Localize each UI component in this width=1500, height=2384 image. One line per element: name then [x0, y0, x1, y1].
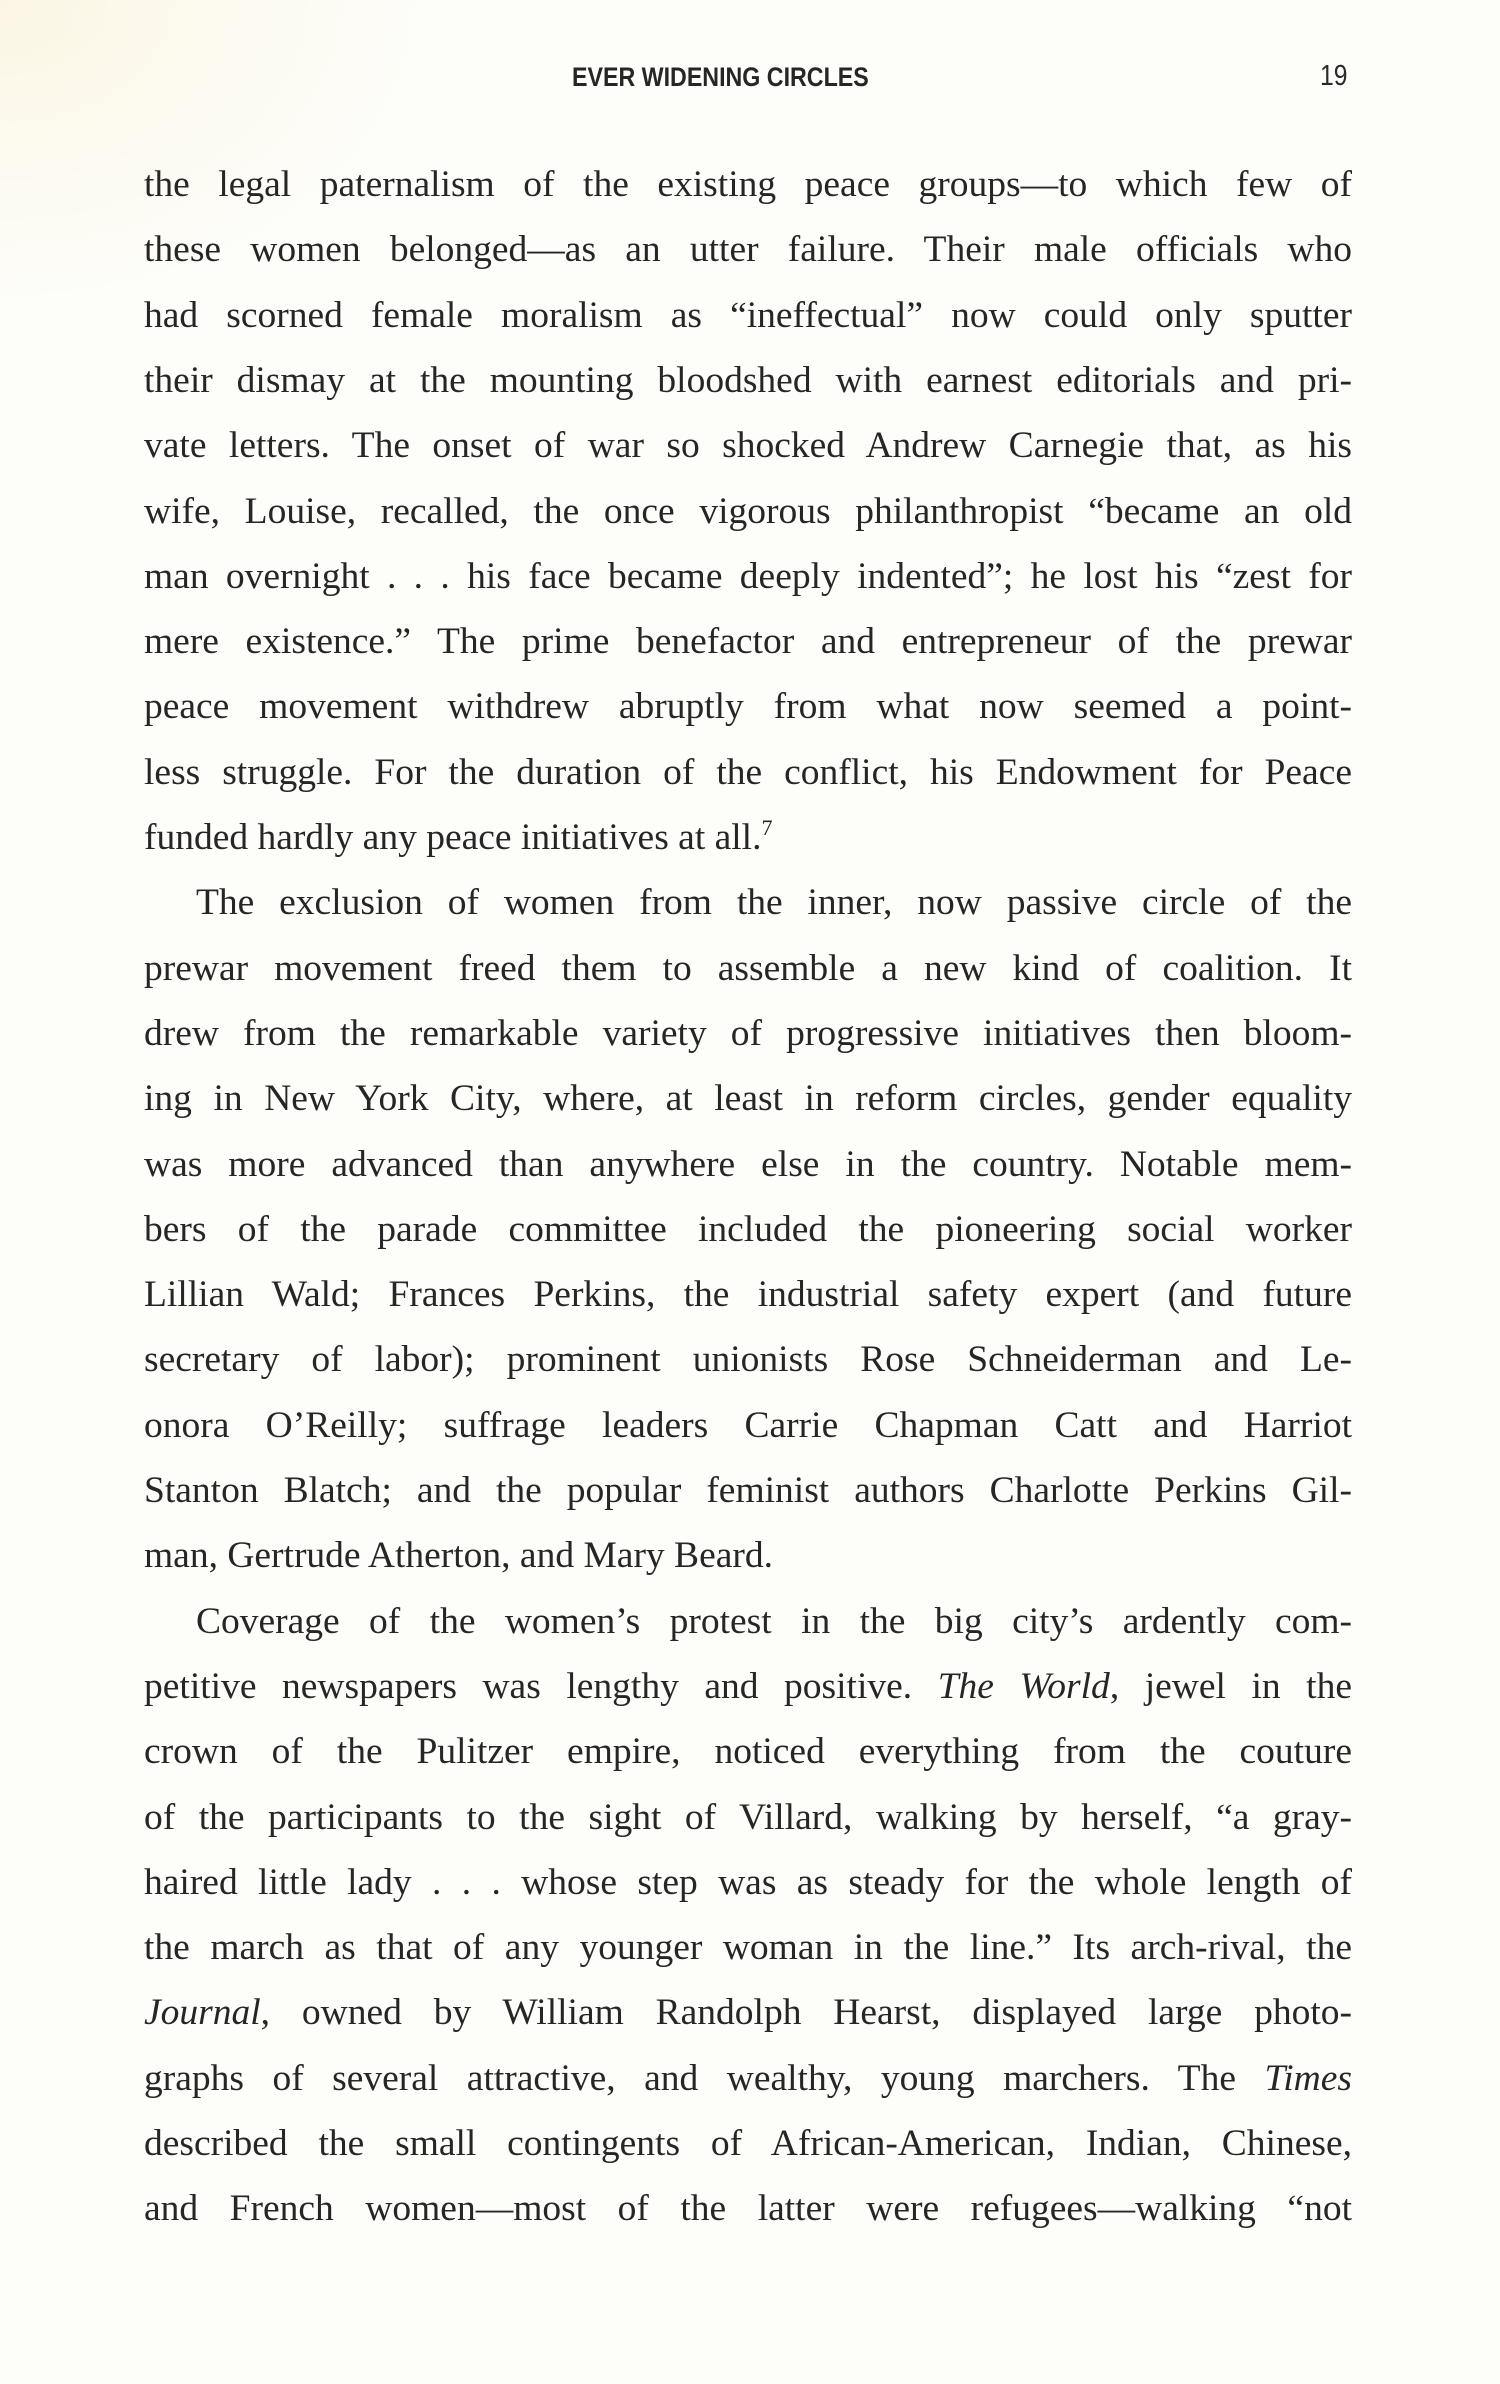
text-line: [144, 2184, 1352, 2234]
text-run: petitive newspapers was lengthy and positive.: [144, 1665, 938, 1707]
text-run: Stanton Blatch; and the popular feminist authors Charlotte Perkins Gil-: [144, 1470, 1352, 1511]
italic-title: Journal: [144, 1992, 261, 2034]
text-run: haired little lady . . . whose step was as steady for the whole length of: [144, 1861, 1352, 1903]
text-run: ing in New York City, where, at least in reform circles, gender equality: [144, 1078, 1352, 1120]
text-line: [144, 1335, 1352, 1385]
text-line: [144, 291, 1352, 341]
text-run: crown of the Pulitzer empire, noticed everything from the couture: [144, 1731, 1352, 1773]
text-run: , jewel in the: [1109, 1665, 1352, 1707]
text-run: and French women—most of the latter were refugees—walking “not: [144, 2188, 1352, 2230]
running-head: EVER WIDENING CIRCLES: [572, 62, 869, 92]
text-line: [144, 944, 1352, 994]
text-line: [144, 617, 1352, 667]
text-line: [144, 1727, 1352, 1777]
text-line: [144, 1793, 1352, 1843]
italic-title: The World: [937, 1665, 1110, 1707]
text-run: Coverage of the women’s protest in the big city’s ardently com-: [196, 1600, 1352, 1642]
footnote-marker: 7: [761, 815, 773, 840]
text-line: [144, 487, 1352, 537]
text-run: of the participants to the sight of Villard, walking by herself, “a gray-: [144, 1796, 1352, 1838]
page-number: 19: [1320, 60, 1348, 92]
text-run: described the small contingents of African-American, Indian, Chinese,: [144, 2123, 1352, 2164]
text-run: , owned by William Randolph Hearst, displayed large photo-: [260, 1992, 1352, 2034]
text-line: [144, 421, 1352, 471]
text-line: [144, 356, 1352, 406]
text-run: the legal paternalism of the existing peace groups—to which few of: [144, 164, 1352, 205]
text-line: [144, 1923, 1352, 1973]
text-run: had scorned female moralism as “ineffectual” now could only sputter: [144, 294, 1352, 336]
text-run: The exclusion of women from the inner, now passive circle of the: [196, 882, 1352, 924]
text-run: peace movement withdrew abruptly from what now seemed a point-: [144, 686, 1352, 728]
text-line: [144, 2054, 1352, 2104]
text-line: [144, 813, 1352, 863]
text-line: [144, 160, 1352, 210]
text-line: [144, 1858, 1352, 1908]
text-run: was more advanced than anywhere else in the country. Notable mem-: [144, 1143, 1352, 1185]
text-run: funded hardly any peace initiatives at all.: [144, 817, 762, 858]
text-line: [144, 682, 1352, 732]
text-line: [144, 1140, 1352, 1190]
text-line: [196, 1597, 1352, 1647]
text-line: [144, 1270, 1352, 1320]
text-line: [196, 878, 1352, 928]
italic-title: Times: [1264, 2057, 1352, 2099]
text-run: drew from the remarkable variety of progressive initiatives then bloom-: [144, 1012, 1352, 1054]
text-run: bers of the parade committee included the pioneering social worker: [144, 1208, 1352, 1250]
text-line: [144, 1988, 1352, 2038]
text-line: [144, 552, 1352, 602]
text-run: vate letters. The onset of war so shocked Andrew Carnegie that, as his: [144, 425, 1352, 467]
text-run: man overnight . . . his face became deeply indented”; he lost his “zest for: [144, 555, 1352, 597]
text-line: [144, 1009, 1352, 1059]
text-run: these women belonged—as an utter failure. Their male officials who: [144, 229, 1352, 271]
text-run: prewar movement freed them to assemble a new kind of coalition. It: [144, 947, 1352, 989]
text-run: onora O’Reilly; suffrage leaders Carrie Chapman Catt and Harriot: [144, 1404, 1352, 1446]
text-line: [144, 2119, 1352, 2169]
text-line: [144, 225, 1352, 275]
text-line: [144, 1074, 1352, 1124]
text-run: man, Gertrude Atherton, and Mary Beard.: [144, 1535, 773, 1577]
text-line: [144, 748, 1352, 798]
text-run: wife, Louise, recalled, the once vigorous philanthropist “became an old: [144, 490, 1352, 532]
text-run: secretary of labor); prominent unionists Rose Schneiderman and Le-: [144, 1339, 1352, 1381]
text-run: graphs of several attractive, and wealthy, young marchers. The: [144, 2057, 1265, 2099]
text-line: [144, 1466, 1352, 1516]
text-run: their dismay at the mounting bloodshed with earnest editorials and pri-: [144, 359, 1352, 401]
text-run: Lillian Wald; Frances Perkins, the industrial safety expert (and future: [144, 1274, 1352, 1316]
text-run: mere existence.” The prime benefactor and entrepreneur of the prewar: [144, 621, 1352, 663]
text-run: less struggle. For the duration of the conflict, his Endowment for Peace: [144, 751, 1352, 793]
text-line: [144, 1205, 1352, 1255]
text-line: [144, 1662, 1352, 1712]
text-run: the march as that of any younger woman in the line.” Its arch-rival, the: [144, 1927, 1352, 1969]
text-line: [144, 1401, 1352, 1451]
text-line: [144, 1531, 1352, 1581]
